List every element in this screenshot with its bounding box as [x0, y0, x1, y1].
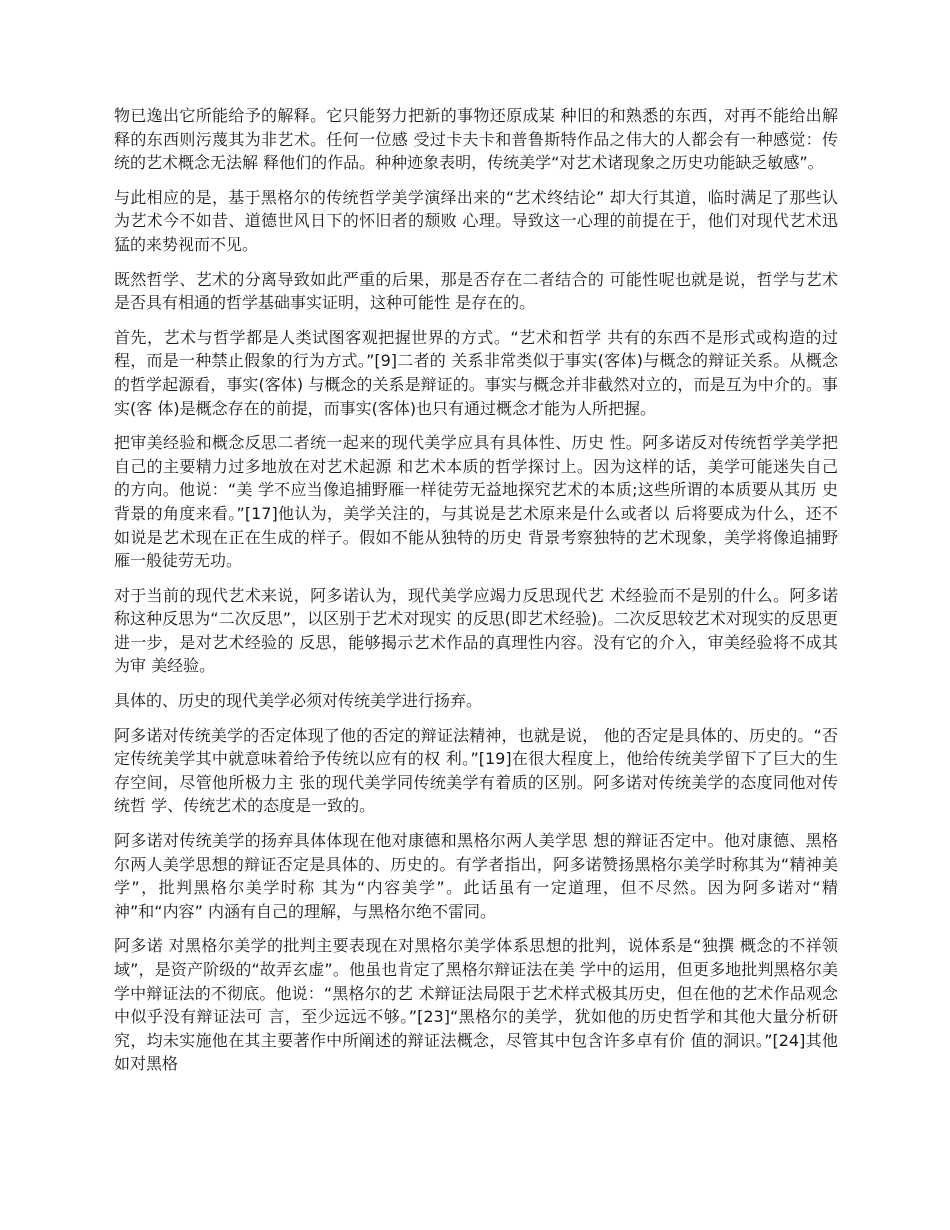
paragraph-1: 物已逸出它所能给予的解释。它只能努力把新的事物还原成某 种旧的和熟悉的东西，对再不能给出解释的东西则污蔑其为非艺术。任何一位感 受过卡夫卡和普鲁斯特作品之伟大的人都会有一种感觉：传统的艺术概念无法解 释他们的作品。种种迹象表明，传统美学“对艺术诸现象之历史功能缺乏敏感”。: [114, 106, 838, 173]
paragraph-2: 与此相应的是，基于黑格尔的传统哲学美学演绎出来的“艺术终结论” 却大行其道，临时满足了那些认为艺术今不如昔、道德世风日下的怀旧者的颓败 心理。导致这一心理的前提在于，他们对现代艺术迅猛的来势视而不见。: [114, 187, 838, 254]
paragraph-4: 首先，艺术与哲学都是人类试图客观把握世界的方式。“艺术和哲学 共有的东西不是形式或构造的过程，而是一种禁止假象的行为方式。”[9]二者的 关系非常类似于事实(客体)与概念的辩证关系。从概念的哲学起源看，事实(客体) 与概念的关系是辩证的。事实与概念并非截然对立的，而是互为中介的。事实(客 体)是概念存在的前提，而事实(客体)也只有通过概念才能为人所把握。: [114, 327, 838, 418]
paragraph-10: 阿多诺 对黑格尔美学的批判主要表现在对黑格尔美学体系思想的批判，说体系是“独撰 概念的不祥领域”，是资产阶级的“故弄玄虚”。他虽也肯定了黑格尔辩证法在美 学中的运用，但更多地批判黑格尔美学中辩证法的不彻底。他说：“黑格尔的艺 术辩证法局限于艺术样式极其历史，但在他的艺术作品观念中似乎没有辩证法可 言，至少远远不够。”[23]“黑格尔的美学，犹如他的历史哲学和其他大量分析研 究，均未实施他在其主要著作中所阐述的辩证法概念，尽管其中包含许多卓有价 值的洞识。”[24]其他如对黑格: [114, 936, 838, 1074]
paragraph-3: 既然哲学、艺术的分离导致如此严重的后果，那是否存在二者结合的 可能性呢也就是说，哲学与艺术是否具有相通的哲学基础事实证明，这种可能性 是存在的。: [114, 269, 838, 313]
document-page: [114, 104, 838, 1087]
paragraph-5: 把审美经验和概念反思二者统一起来的现代美学应具有具体性、历史 性。阿多诺反对传统哲学美学把自己的主要精力过多地放在对艺术起源 和艺术本质的哲学探讨上。因为这样的话，美学可能迷失自己的方向。他说：“美 学不应当像追捕野雁一样徒劳无益地探究艺术的本质;这些所谓的本质要从其历 史背景的角度来看。”[17]他认为，美学关注的，与其说是艺术原来是什么或者以 后将要成为什么，还不如说是艺术现在正在生成的样子。假如不能从独特的历史 背景考察独特的艺术现象，美学将像追捕野雁一般徒劳无功。: [114, 433, 838, 571]
paragraph-6: 对于当前的现代艺术来说，阿多诺认为，现代美学应竭力反思现代艺 术经验而不是别的什么。阿多诺称这种反思为“二次反思”，以区别于艺术对现实 的反思(即艺术经验)。二次反思较艺术对现实的反思更进一步，是对艺术经验的 反思，能够揭示艺术作品的真理性内容。没有它的介入，审美经验将不成其为审 美经验。: [114, 585, 838, 676]
paragraph-8: 阿多诺对传统美学的否定体现了他的否定的辩证法精神，也就是说， 他的否定是具体的、历史的。“否定传统美学其中就意味着给予传统以应有的权 利。”[19]在很大程度上，他给传统美学留下了巨大的生存空间，尽管他所极力主 张的现代美学同传统美学有着质的区别。阿多诺对传统美学的态度同他对传统哲 学、传统艺术的态度是一致的。: [114, 725, 838, 816]
paragraph-9: 阿多诺对传统美学的扬弃具体体现在他对康德和黑格尔两人美学思 想的辩证否定中。他对康德、黑格尔两人美学思想的辩证否定是具体的、历史的。有学者指出，阿多诺赞扬黑格尔美学时称其为“精神美学”，批判黑格尔美学时称 其为“内容美学”。此话虽有一定道理，但不尽然。因为阿多诺对“精神”和“内容” 内涵有自己的理解，与黑格尔绝不雷同。: [114, 831, 838, 921]
paragraph-7: 具体的、历史的现代美学必须对传统美学进行扬弃。: [114, 691, 483, 711]
